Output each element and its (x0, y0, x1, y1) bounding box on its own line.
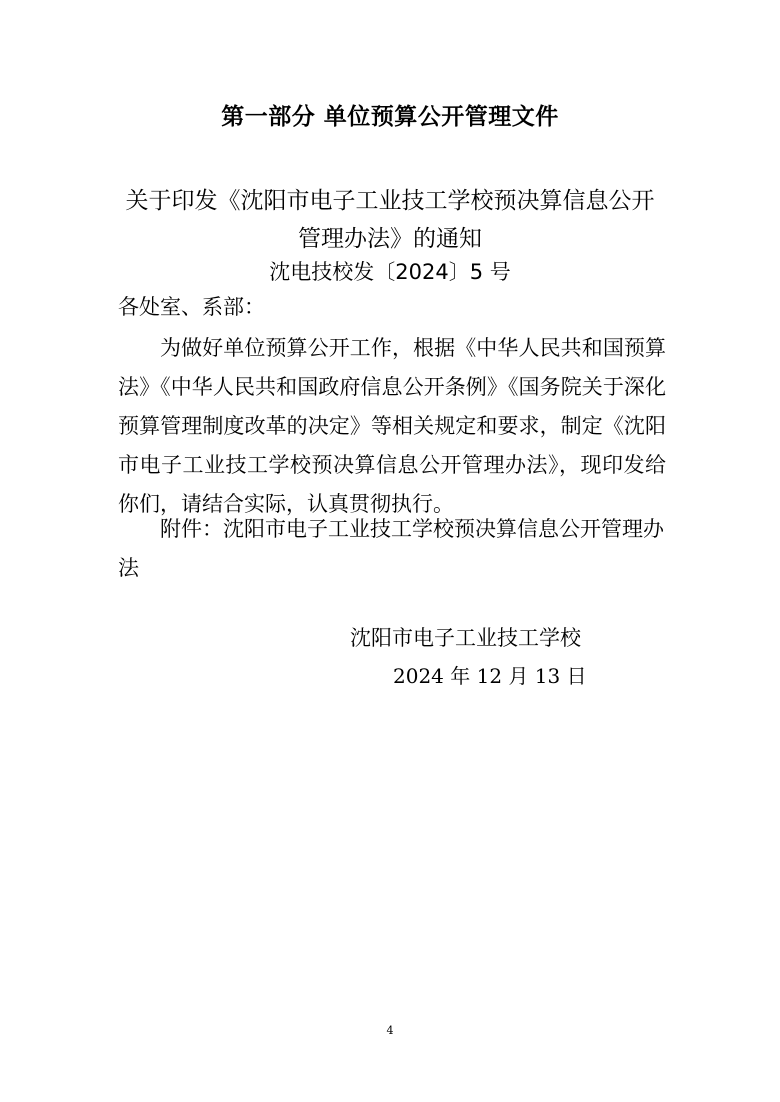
signature-date: 2024 年 12 月 13 日 (393, 664, 587, 688)
attachment-line: 附件：沈阳市电子工业技工学校预决算信息公开管理办法 (118, 517, 664, 580)
body-paragraph: 为做好单位预算公开工作，根据《中华人民共和国预算法》《中华人民共和国政府信息公开条例》《国务院关于深化预算管理制度改革的决定》等相关规定和要求，制定《沈阳市电子工业技工学校预决算信息公开管理办法》，现印发给你们，请结合实际，认真贯彻执行。 (118, 336, 666, 516)
page-number: 4 (386, 1024, 394, 1037)
notice-title-line-2: 管理办法》的通知 (298, 226, 482, 252)
salutation: 各处室、系部： (118, 295, 265, 319)
document-number: 沈电技校发〔2024〕5 号 (269, 260, 511, 284)
section-title: 第一部分 单位预算公开管理文件 (221, 104, 559, 130)
notice-title-line-1: 关于印发《沈阳市电子工业技工学校预决算信息公开 (125, 188, 655, 214)
signature-organization: 沈阳市电子工业技工学校 (350, 626, 581, 650)
